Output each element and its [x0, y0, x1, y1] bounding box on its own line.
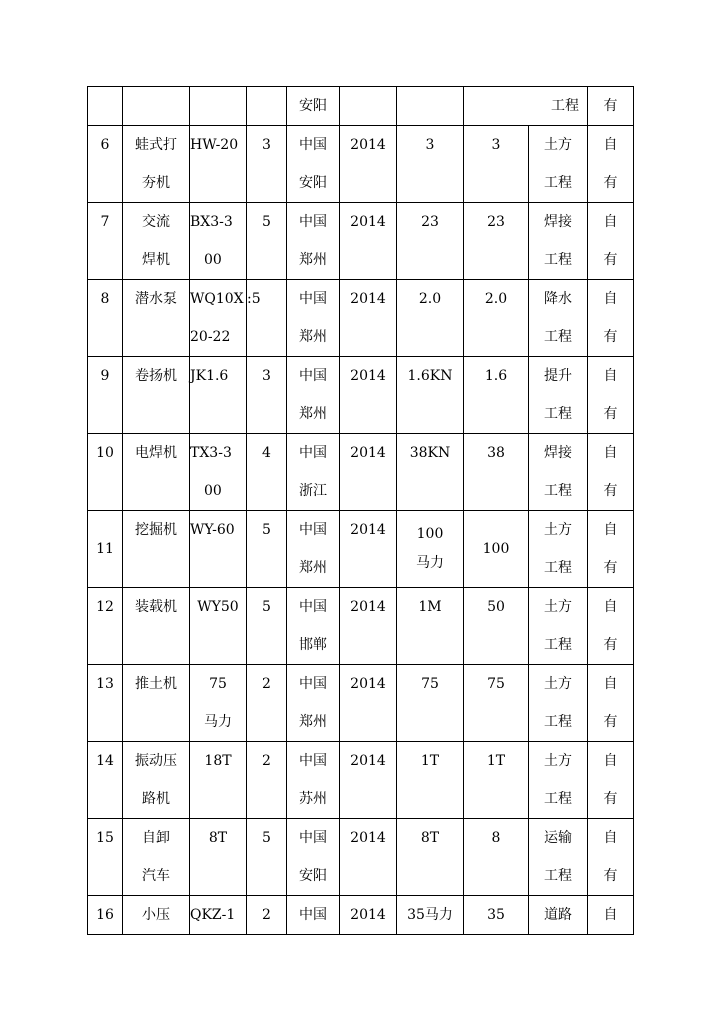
cell-origin: 中国	[287, 896, 340, 935]
cell-power: 35马力	[397, 896, 464, 935]
cell-model: 18T	[190, 742, 247, 819]
cell-rating: 1.6	[464, 357, 529, 434]
cell-usage: 土方 工程	[529, 742, 588, 819]
cell-rating: 100	[464, 511, 529, 588]
cell-year: 2014	[340, 588, 397, 665]
cell-qty: :5	[247, 280, 287, 357]
table-row	[88, 126, 634, 203]
cell-origin: 中国 郑州	[287, 280, 340, 357]
cell-model: QKZ-1	[190, 896, 247, 935]
cell-origin: 中国 郑州	[287, 511, 340, 588]
table-row	[88, 896, 634, 935]
cell-name: 卷扬机	[123, 357, 190, 434]
cell-no: 7	[88, 203, 123, 280]
cell-model	[190, 87, 247, 126]
cell-power	[397, 87, 464, 126]
cell-year: 2014	[340, 511, 397, 588]
cell-power: 2.0	[397, 280, 464, 357]
cell-name: 电焊机	[123, 434, 190, 511]
cell-usage: 焊接 工程	[529, 203, 588, 280]
cell-power: 75	[397, 665, 464, 742]
cell-qty: 2	[247, 896, 287, 935]
cell-name: 装载机	[123, 588, 190, 665]
cell-qty: 5	[247, 203, 287, 280]
cell-usage: 土方 工程	[529, 665, 588, 742]
cell-own: 自 有	[588, 357, 634, 434]
cell-power: 3	[397, 126, 464, 203]
cell-power: 23	[397, 203, 464, 280]
cell-rating: 75	[464, 665, 529, 742]
table-row	[88, 203, 634, 280]
cell-qty: 5	[247, 511, 287, 588]
cell-name: 推土机	[123, 665, 190, 742]
cell-origin: 中国 浙江	[287, 434, 340, 511]
cell-year	[340, 87, 397, 126]
cell-usage: 焊接 工程	[529, 434, 588, 511]
cell-qty: 3	[247, 126, 287, 203]
cell-usage: 提升 工程	[529, 357, 588, 434]
cell-name: 蛙式打 夯机	[123, 126, 190, 203]
cell-model: WQ10X 20-22	[190, 280, 247, 357]
cell-name: 振动压 路机	[123, 742, 190, 819]
cell-origin: 中国 安阳	[287, 819, 340, 896]
cell-name: 潜水泵	[123, 280, 190, 357]
cell-no: 8	[88, 280, 123, 357]
cell-name: 交流 焊机	[123, 203, 190, 280]
cell-no: 15	[88, 819, 123, 896]
cell-year: 2014	[340, 742, 397, 819]
cell-model: BX3-3 00	[190, 203, 247, 280]
cell-usage: 道路	[529, 896, 588, 935]
cell-power: 1M	[397, 588, 464, 665]
cell-rating: 50	[464, 588, 529, 665]
cell-rating: 23	[464, 203, 529, 280]
cell-rating: 1T	[464, 742, 529, 819]
cell-rating: 38	[464, 434, 529, 511]
cell-model: JK1.6	[190, 357, 247, 434]
table-row	[88, 434, 634, 511]
cell-origin: 中国 郑州	[287, 203, 340, 280]
cell-name: 自卸 汽车	[123, 819, 190, 896]
cell-usage: 降水 工程	[529, 280, 588, 357]
cell-model: 8T	[190, 819, 247, 896]
cell-year: 2014	[340, 280, 397, 357]
cell-own: 自 有	[588, 742, 634, 819]
cell-power: 1.6KN	[397, 357, 464, 434]
cell-rating: 35	[464, 896, 529, 935]
cell-qty: 5	[247, 819, 287, 896]
cell-no: 14	[88, 742, 123, 819]
cell-year: 2014	[340, 203, 397, 280]
cell-no: 9	[88, 357, 123, 434]
cell-usage: 土方 工程	[529, 588, 588, 665]
cell-no	[88, 87, 123, 126]
cell-origin: 中国 苏州	[287, 742, 340, 819]
cell-no: 12	[88, 588, 123, 665]
cell-origin: 中国 郑州	[287, 665, 340, 742]
cell-power: 8T	[397, 819, 464, 896]
cell-qty: 2	[247, 742, 287, 819]
cell-power: 1T	[397, 742, 464, 819]
cell-no: 11	[88, 511, 123, 588]
cell-model: 75 马力	[190, 665, 247, 742]
cell-no: 6	[88, 126, 123, 203]
cell-qty	[247, 87, 287, 126]
cell-qty: 3	[247, 357, 287, 434]
table-row	[88, 511, 634, 588]
cell-name: 小压	[123, 896, 190, 935]
cell-year: 2014	[340, 896, 397, 935]
cell-own: 自	[588, 896, 634, 935]
cell-own: 自 有	[588, 588, 634, 665]
equipment-table	[87, 86, 634, 935]
cell-year: 2014	[340, 665, 397, 742]
table-row	[88, 742, 634, 819]
cell-rating: 3	[464, 126, 529, 203]
cell-origin: 中国 郑州	[287, 357, 340, 434]
cell-qty: 5	[247, 588, 287, 665]
cell-year: 2014	[340, 434, 397, 511]
cell-power: 38KN	[397, 434, 464, 511]
cell-usage: 土方 工程	[529, 126, 588, 203]
cell-year: 2014	[340, 126, 397, 203]
cell-name: 挖掘机	[123, 511, 190, 588]
table-row	[88, 280, 634, 357]
cell-own: 自 有	[588, 511, 634, 588]
cell-no: 10	[88, 434, 123, 511]
table-row	[88, 819, 634, 896]
cell-qty: 2	[247, 665, 287, 742]
cell-model: WY50	[190, 588, 247, 665]
table-row	[88, 588, 634, 665]
cell-own: 自 有	[588, 280, 634, 357]
cell-origin: 中国 安阳	[287, 126, 340, 203]
cell-origin: 安阳	[287, 87, 340, 126]
table-row	[88, 665, 634, 742]
cell-no: 13	[88, 665, 123, 742]
table-row	[88, 357, 634, 434]
cell-usage: 运输 工程	[529, 819, 588, 896]
cell-year: 2014	[340, 357, 397, 434]
table-row	[88, 87, 634, 126]
cell-own: 自 有	[588, 203, 634, 280]
cell-rating: 8	[464, 819, 529, 896]
cell-own: 自 有	[588, 434, 634, 511]
cell-rating: 2.0	[464, 280, 529, 357]
cell-origin: 中国 邯郸	[287, 588, 340, 665]
cell-qty: 4	[247, 434, 287, 511]
cell-own: 有	[588, 87, 634, 126]
cell-usage: 工程	[464, 87, 588, 126]
cell-usage: 土方 工程	[529, 511, 588, 588]
cell-model: TX3-3 00	[190, 434, 247, 511]
cell-own: 自 有	[588, 819, 634, 896]
cell-own: 自 有	[588, 665, 634, 742]
cell-power: 100 马力	[397, 511, 464, 588]
cell-name	[123, 87, 190, 126]
cell-model: HW-20	[190, 126, 247, 203]
cell-no: 16	[88, 896, 123, 935]
cell-year: 2014	[340, 819, 397, 896]
cell-own: 自 有	[588, 126, 634, 203]
cell-model: WY-60	[190, 511, 247, 588]
